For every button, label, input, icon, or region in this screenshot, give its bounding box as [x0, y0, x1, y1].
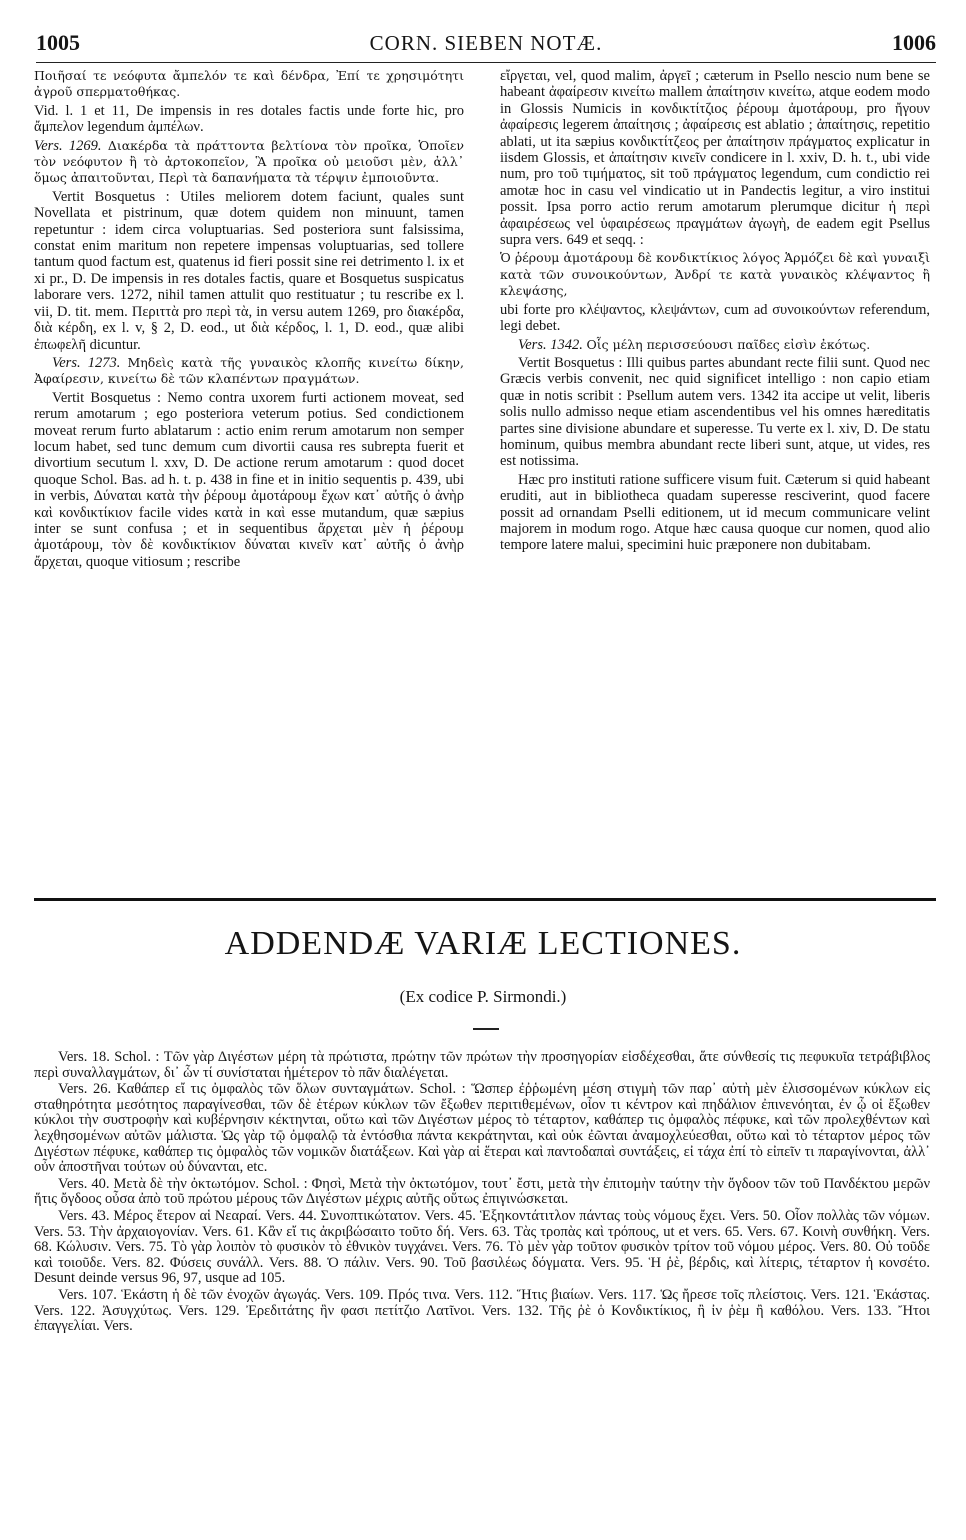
greek-verse: Ὁ ῥέρουμ ἀμοτάρουμ δὲ κονδικτίκιος λόγος Ἁρμόζει δὲ καὶ γυναιξὶ κατὰ τῶν συνοικούντων, Ἀνδρί τε κατὰ γυναικὸς κλέψαντος ἢ κλεψάσης,: [500, 250, 930, 299]
paragraph: ubi forte pro κλέψαντος, κλεψάντων, cum ad συνοικούντων referendum, legi debet.: [500, 301, 930, 335]
addenda-entry: Vers. 26. Καθάπερ εἴ τις ὀμφαλὸς τῶν ὅλων συνταγμάτων. Schol. : Ὥσπερ ἐῤῥωμένη μέση στιγμὴ τῶν παρ᾽ αὐτὴ μὲν ἑλισσομένων κύκλων εἰς σταθηρότητα μεσότητος παραγίνεσθαι, τῶν δὲ ἑτέρων κύκλων τῶν ἔξωθεν περιτιθεμένων, οἷον τι κέντρον καὶ πηδάλιον ἐπινενόηται, ἐν ᾧ οἱ ἔξωθεν κύκλοι τὴν συστροφὴν καὶ κυβέρνησιν κέκτηνται, οὕτω καὶ τῶν Διγέστων μέρος τὸ τέταρτον, καθάπερ τις ὀμφαλὸς πέφυκε, καὶ τῶν προλεχθέντων καὶ λεχθησομένων αὐτῶν μάλιστα. Ὡς γὰρ τῷ ὀμφαλῷ τὰ ἐντόσθια πάντα κεκράτηνται, καὶ οὐκ ἐῶνται ἀναμοχλεύεσθαι, οὕτω καὶ τὸ τέταρτον μέρος τῶν Διγέστων πέφυκε, καθάπερ τις ὀμφαλὸς τῶν νομικῶν διατάξεων. Καὶ γὰρ αἱ ἕτεραι καὶ παντοδαπαὶ συντάξεις, εἰ τάχα ἐπί τὸ εἰπεῖν τι παραγίνονται, ἀλλ᾽ οὖν ἀποστῆναι τούτων οὐ δύνανται, etc.: [34, 1081, 930, 1176]
page-number-right: 1006: [892, 30, 936, 55]
page-number-left: 1005: [36, 30, 80, 55]
header-rule: [36, 62, 936, 63]
verse-note: [500, 337, 930, 353]
short-rule: [473, 1028, 499, 1030]
left-column: [34, 68, 464, 884]
section-subtitle: (Ex codice P. Sirmondi.): [399, 987, 567, 1006]
verse-label: Vers. 1269.: [34, 137, 102, 154]
verse-note: [34, 138, 464, 187]
addenda-entry: Vers. 40. Μετὰ δὲ τὴν ὀκτωτόμον. Schol. : Φησὶ, Μετὰ τὴν ὀκτωτόμον, τουτ᾽ ἔστι, μετὰ τὴν ἐπιτομὴν ταύτην τὴν ὄγδοον τῶν τοῦ Πανδέκτου μερῶν ἥτις ὄγδοος οὖσα ἀπὸ τοῦ πρώτου μέρους τῶν Διγέστων μέχρις αὐτῆς οὕτως ἐπιγινώσκεται.: [34, 1175, 930, 1208]
verse-note: [34, 355, 464, 388]
addenda-body: [34, 1050, 930, 1522]
paragraph: Vertit Bosquetus : Nemo contra uxorem furti actionem moveat, sed rerum amotarum ; ego posteriora veterum potius. Sed condictionem moveat rerum furto ablatarum : actio enim rerum amotarum non semper locum habet, sed tunc demum cum divortii causa res subrepta fuerit et divortium secutum l. xxv, D. De actione rerum amotarum : quod docet quoque Schol. Bas. ad h. t. p. 438 in fine et in initio sequentis p. 439, ubi in verbis, Δύναται κατὰ τὴν ῥέρουμ ἀμοτάρουμ ἔχων κατ᾽ αὐτῆς ὁ ἀνὴρ καὶ κονδικτίκιον facile vides κατὰ in καὶ esse mutandum, quæ sæpius inter se sunt confusa ; et in sequentibus ἄρχεται μὲν ἡ ῥέρουμ ἀμοτάρουμ, τὸν δὲ κονδικτίκιον δύναται κινεῖν κατ᾽ αὐτῆς ὁ ἀνὴρ ἄρχεται, quoque vitiosum ; rescribe: [34, 389, 464, 570]
addenda-entry: Vers. 43. Μέρος ἕτερον αἱ Νεαραί. Vers. 44. Συνοπτικώτατον. Vers. 45. Ἑξηκοντάτιτλον πάντας τοὺς νόμους ἔχει. Vers. 50. Οἷον πολλὰς τῶν νόμων. Vers. 53. Τὴν ἀρχαιογονίαν. Vers. 61. Κἂν εἴ τις ἀκριβώσαιτο τοῦτο δή. Vers. 63. Τὰς τροπὰς καὶ τρόπους, ut et vers. 65. Vers. 67. Κοινὴ συνθήκη. Vers. 68. Κώλυσιν. Vers. 75. Τὸ γὰρ λοιπὸν τὸ φυσικὸν τὸ ἐθνικὸν τυγχάνει. Vers. 76. Τὸ μὲν γὰρ τοῦτον φυσικὸν τρίτον τοῦ νόμου μέρος. Vers. 80. Οὐ τοῦδε καὶ τοιοῦδε. Vers. 82. Φύσεις συνάλλ. Vers. 88. Ὁ πάλιν. Vers. 90. Τοῦ βασιλέως δόγματα. Vers. 95. Ἡ ῥὲ, βέρδις, καὶ λίτερις, τέταρτον ἡ κονσέτο. Desunt deinde versus 96, 97, usque ad 105.: [34, 1207, 930, 1287]
paragraph: Vertit Bosquetus : Illi quibus partes abundant recte filii sunt. Quod nec Græcis verbis convenit, nec quid significet intelligo : non capio etiam quæ in notis scribit : Psellum autem vers. 1342 ita accipe ut velit, liberis solis nullo admisso neque etiam ascendentibus vel his omnes hæreditatis partes sine divisione abundare et superesse. Tu verte ex l. xiv, D. De statu hominum, quibus membra abundant recte liberi sunt, atque, ut vides, res est notissima.: [500, 354, 930, 470]
running-head: [36, 30, 936, 56]
addenda-entry: Vers. 18. Schol. : Τῶν γὰρ Διγέστων μέρη τὰ πρώτιστα, πρώτην τῶν πρώτων τὴν προσηγορίαν εἰσδέχεσθαι, ἅτε σύνθεσίς τις πεφυκυῖα τετράβιβλος περὶ συναλλαγμάτων, δι᾽ ὧν τί συνίσταται ἡμέτερον τὸ πᾶν διαλέγεται.: [34, 1050, 930, 1081]
running-title: CORN. SIEBEN NOTÆ.: [369, 31, 603, 55]
greek-verse: Μηδεὶς κατὰ τῆς γυναικὸς κλοπῆς κινείτω δίκην, Ἀφαίρεσιν, κινείτω δὲ τῶν κλαπέντων πραγμάτων.: [34, 354, 464, 387]
paragraph: εἴργεται, vel, quod malim, ἀργεῖ ; cæterum in Psello nescio num bene se habeant ἀφαίρεσιν κινείτω mallem ἀπαίτησιν κινείτω, atque eodem modo in Glossis Numicis in κονδικτίτζιος ῥέρουμ ἀμοτάρουμ, pro ἤγουν ἀφαίρεσις legerem ἀπαίτησις ; ἀφαίρεσις est ablatio ; ἀπαίτησις, repetitio ablati, ut ita sæpius κονδικτίτζεος per ἀπαίτησιν πράγματος explicatur in iisdem Glossis, et ἀπαίτησιν κινεῖν condicere in l. xxiv, D. h. t., ubi vide num, pro τοῦ τιμήματος, sit τοῦ πράγματος legendum, cum condictio rei amotæ hoc in casu vel vindicatio ut in Pandectis legitur, a viro institui possit. Ipsa porro actio rerum amotarum plerumque dicitur ἡ περὶ ἀφαιρέσεως vel ὑφαιρέσεως πραγμάτων ἀγωγὴ, de eadem egit Psellus supra vers. 649 et seqq. :: [500, 68, 930, 249]
paragraph: Vid. l. 1 et 11, De impensis in res dotales factis unde forte hic, pro ἄμπελον legendum ἀμπέλων.: [34, 102, 464, 136]
section-rule: [34, 898, 936, 901]
greek-verse: Ποιῆσαί τε νεόφυτα ἄμπελόν τε καὶ δένδρα, Ἐπί τε χρησιμότητι ἀγροῦ σπερματοθήκας.: [34, 68, 464, 100]
paragraph: Vertit Bosquetus : Utiles meliorem dotem faciunt, quales sunt Novellata et pistrinum, quæ dotem quidem non minuunt, tamen repetuntur : idem circa voluptuarias. Sed posteriora sunt falsissima, constat enim maritum non repetere impensas voluptuarias, sed tollere tantum quod factum est, quatenus id fieri possit sine rei detrimento l. ix et xi pr., D. De impensis in res dotales factis, quare et Bosquetus suspicatus laborare vers. 1272, nihil tamen attulit quo restituatur ; tu rescribe ex l. vii, D. tit. mem. Περιττὰ pro περὶ τὰ, in versu autem 1269, pro διακέρδα, διὰ κέρδη, ex l. v, § 2, D. eod., ut διὰ κέρδος, l. 1, D. eod., quæ alibi ἐπωφελῆ dicuntur.: [34, 188, 464, 353]
verse-label: Vers. 1273.: [52, 354, 121, 371]
verse-label: Vers. 1342.: [518, 336, 583, 353]
greek-verse: Διακέρδα τὰ πράττοντα βελτίονα τὸν προῖκα, Ὁποῖεν τὸν νεόφυτον ἢ τὸ ἀρτοκοπεῖον, Ἃ προῖκα οὐ μειοῦσι μὲν, ἀλλ᾽ ὅμως ἀπαιτοῦνται, Περὶ τὰ δαπανήματα τὰ τέρψιν ἐμποιοῦντα.: [34, 137, 464, 186]
greek-verse: Οἷς μέλη περισσεύουσι παῖδες εἰσὶν ἐκότως.: [586, 336, 871, 352]
addenda-entry: Vers. 107. Ἑκάστη ἡ δὲ τῶν ἐνοχῶν ἀγωγάς. Vers. 109. Πρός τινα. Vers. 112. Ἥτις βιαίων. Vers. 117. Ὡς ἤρεσε τοῖς πλείστοις. Vers. 121. Ἑκάστας. Vers. 122. Ἀσυγχύτως. Vers. 129. Ἐρεδιτάτης ἣν φασι πετίτζιο Λατῖνοι. Vers. 132. Τῆς ῥὲ ὁ Κονδικτίκιος, ἢ ἰν ῥὲμ ἢ καθόλου. Vers. 133. Ἤτοι ἐπαγγελίαι. Vers.: [34, 1286, 930, 1335]
section-title: ADDENDÆ VARIÆ LECTIONES.: [224, 925, 742, 962]
right-column: [500, 68, 930, 884]
paragraph: Hæc pro instituti ratione sufficere visum fuit. Cæterum si quid habeant eruditi, aut in bibliotheca quadam superesse resciverint, quod facere possit ad ornandam Pselli editionem, ut id mecum communicare velint majorem in modum rogo. Atque hæc causa quoque cur nomen, quod alio tempore latere malui, specimini huic præponere non dubitabam.: [500, 471, 930, 554]
